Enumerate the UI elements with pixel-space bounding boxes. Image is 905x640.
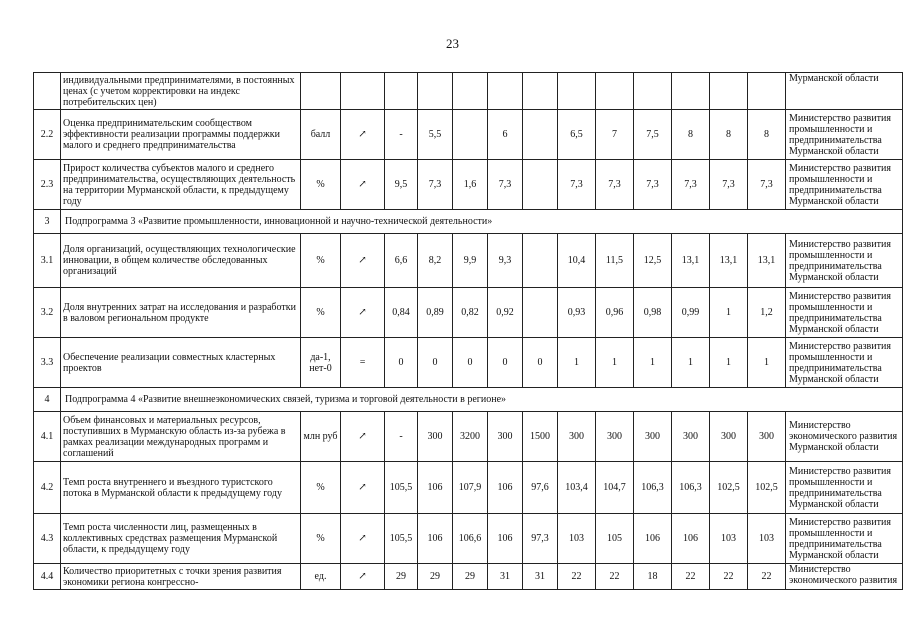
trend-mark: ↗: [341, 412, 385, 462]
value-cell: 1: [748, 338, 786, 388]
trend-mark: =: [341, 338, 385, 388]
responsible-org: Министерство экономического развития Мурманской области: [786, 412, 903, 462]
indicator-name: Темп роста внутреннего и въездного туристского потока в Мурманской области к предыдущему году: [61, 462, 301, 514]
value-cell: 107,9: [453, 462, 488, 514]
value-cell: 300: [558, 412, 596, 462]
value-cell: -: [385, 110, 418, 160]
value-cell: 106,6: [453, 514, 488, 564]
value-cell: [672, 73, 710, 110]
indicator-name: Объем финансовых и материальных ресурсов, поступивших в Мурманскую область из-за рубежа в рамках реализации международных программ и соглашений: [61, 412, 301, 462]
value-cell: 105: [596, 514, 634, 564]
value-cell: [453, 73, 488, 110]
value-cell: 0,96: [596, 288, 634, 338]
value-cell: 8: [672, 110, 710, 160]
value-cell: 0,82: [453, 288, 488, 338]
value-cell: 0,89: [418, 288, 453, 338]
row-number: 3.2: [34, 288, 61, 338]
responsible-org: Мурманской области: [786, 73, 903, 110]
value-cell: 7,3: [748, 160, 786, 210]
value-cell: 22: [710, 564, 748, 590]
value-cell: [523, 234, 558, 288]
section-row: [34, 210, 903, 234]
value-cell: 103,4: [558, 462, 596, 514]
value-cell: 103: [748, 514, 786, 564]
value-cell: 106: [634, 514, 672, 564]
unit: %: [301, 160, 341, 210]
value-cell: 18: [634, 564, 672, 590]
value-cell: 106: [418, 462, 453, 514]
row-number: 3: [34, 210, 61, 234]
value-cell: 1: [596, 338, 634, 388]
value-cell: -: [385, 412, 418, 462]
responsible-org: Министерство развития промышленности и предпринимательства Мурманской области: [786, 338, 903, 388]
value-cell: 0,92: [488, 288, 523, 338]
value-cell: [558, 73, 596, 110]
value-cell: 0,84: [385, 288, 418, 338]
trend-mark: ↗: [341, 234, 385, 288]
value-cell: 13,1: [748, 234, 786, 288]
value-cell: 106: [488, 462, 523, 514]
value-cell: 22: [748, 564, 786, 590]
value-cell: [634, 73, 672, 110]
indicator-name: Обеспечение реализации совместных кластерных проектов: [61, 338, 301, 388]
row-number: 3.1: [34, 234, 61, 288]
unit: %: [301, 288, 341, 338]
value-cell: [523, 288, 558, 338]
indicator-name: индивидуальными предпринимателями, в постоянных ценах (с учетом корректировки на индекс потребительских цен): [61, 73, 301, 110]
responsible-org: Министерство развития промышленности и предпринимательства Мурманской области: [786, 514, 903, 564]
table-row: [34, 110, 903, 160]
value-cell: 8: [710, 110, 748, 160]
value-cell: [596, 73, 634, 110]
value-cell: 1500: [523, 412, 558, 462]
unit: %: [301, 234, 341, 288]
table-row: [34, 160, 903, 210]
value-cell: 105,5: [385, 514, 418, 564]
value-cell: 106: [418, 514, 453, 564]
value-cell: 300: [672, 412, 710, 462]
row-number: 4.3: [34, 514, 61, 564]
indicator-name: Темп роста численности лиц, размещенных в коллективных средствах размещения Мурманской области, к предыдущему году: [61, 514, 301, 564]
unit: %: [301, 514, 341, 564]
row-number: 3.3: [34, 338, 61, 388]
table-row: [34, 288, 903, 338]
value-cell: 7,3: [488, 160, 523, 210]
value-cell: 8,2: [418, 234, 453, 288]
value-cell: 13,1: [710, 234, 748, 288]
value-cell: 300: [596, 412, 634, 462]
table-row: [34, 412, 903, 462]
value-cell: 22: [596, 564, 634, 590]
responsible-org: Министерство развития промышленности и предпринимательства Мурманской области: [786, 288, 903, 338]
value-cell: 300: [710, 412, 748, 462]
value-cell: [385, 73, 418, 110]
indicator-name: Доля организаций, осуществляющих технологические инновации, в общем количестве обследованных организаций: [61, 234, 301, 288]
value-cell: 6,6: [385, 234, 418, 288]
indicators-table: [33, 72, 903, 590]
table-row: [34, 514, 903, 564]
row-number: [34, 73, 61, 110]
value-cell: 102,5: [748, 462, 786, 514]
value-cell: [523, 160, 558, 210]
value-cell: 7,5: [634, 110, 672, 160]
value-cell: 31: [523, 564, 558, 590]
value-cell: 9,5: [385, 160, 418, 210]
value-cell: 3200: [453, 412, 488, 462]
value-cell: [710, 73, 748, 110]
section-title: Подпрограмма 3 «Развитие промышленности, инновационной и научно-технической деятельности»: [61, 210, 903, 234]
value-cell: 106: [672, 514, 710, 564]
value-cell: 300: [634, 412, 672, 462]
value-cell: 1,2: [748, 288, 786, 338]
value-cell: 103: [558, 514, 596, 564]
value-cell: 104,7: [596, 462, 634, 514]
trend-mark: ↗: [341, 110, 385, 160]
value-cell: 0: [385, 338, 418, 388]
value-cell: 300: [748, 412, 786, 462]
trend-mark: ↗: [341, 564, 385, 590]
value-cell: 12,5: [634, 234, 672, 288]
indicator-name: Оценка предпринимательским сообществом эффективности реализации программы поддержки малого и среднего предпринимательства: [61, 110, 301, 160]
table-row: [34, 338, 903, 388]
value-cell: 0: [488, 338, 523, 388]
value-cell: 6,5: [558, 110, 596, 160]
value-cell: [418, 73, 453, 110]
unit: %: [301, 462, 341, 514]
value-cell: 7,3: [596, 160, 634, 210]
value-cell: 29: [418, 564, 453, 590]
value-cell: 97,3: [523, 514, 558, 564]
value-cell: 5,5: [418, 110, 453, 160]
trend-mark: ↗: [341, 462, 385, 514]
value-cell: 22: [558, 564, 596, 590]
indicator-name: Количество приоритетных с точки зрения развития экономики региона конгрессно-: [61, 564, 301, 590]
value-cell: 0,93: [558, 288, 596, 338]
responsible-org: Министерство экономического развития: [786, 564, 903, 590]
value-cell: 29: [385, 564, 418, 590]
responsible-org: Министерство развития промышленности и предпринимательства Мурманской области: [786, 160, 903, 210]
trend-mark: ↗: [341, 160, 385, 210]
value-cell: 300: [488, 412, 523, 462]
row-number: 2.3: [34, 160, 61, 210]
value-cell: 0,98: [634, 288, 672, 338]
value-cell: 106,3: [672, 462, 710, 514]
value-cell: [523, 73, 558, 110]
responsible-org: Министерство развития промышленности и предпринимательства Мурманской области: [786, 462, 903, 514]
responsible-org: Министерство развития промышленности и предпринимательства Мурманской области: [786, 110, 903, 160]
value-cell: 0: [453, 338, 488, 388]
value-cell: 13,1: [672, 234, 710, 288]
value-cell: 1: [634, 338, 672, 388]
unit: балл: [301, 110, 341, 160]
value-cell: 0: [523, 338, 558, 388]
trend-mark: ↗: [341, 288, 385, 338]
value-cell: 102,5: [710, 462, 748, 514]
value-cell: [488, 73, 523, 110]
indicator-name: Прирост количества субъектов малого и среднего предпринимательства, осуществляющих деятельность на территории Мурманской области, к предыдущему году: [61, 160, 301, 210]
table-row: [34, 73, 903, 110]
unit: да-1, нет-0: [301, 338, 341, 388]
value-cell: 97,6: [523, 462, 558, 514]
value-cell: 7,3: [672, 160, 710, 210]
value-cell: 22: [672, 564, 710, 590]
value-cell: 11,5: [596, 234, 634, 288]
responsible-org: Министерство развития промышленности и предпринимательства Мурманской области: [786, 234, 903, 288]
value-cell: 7,3: [558, 160, 596, 210]
value-cell: 8: [748, 110, 786, 160]
value-cell: 31: [488, 564, 523, 590]
value-cell: 9,9: [453, 234, 488, 288]
value-cell: 29: [453, 564, 488, 590]
value-cell: 7,3: [634, 160, 672, 210]
value-cell: 106: [488, 514, 523, 564]
value-cell: 7,3: [710, 160, 748, 210]
value-cell: 105,5: [385, 462, 418, 514]
value-cell: 1: [710, 338, 748, 388]
table-row: [34, 234, 903, 288]
value-cell: 1: [710, 288, 748, 338]
row-number: 4.2: [34, 462, 61, 514]
table-row: [34, 564, 903, 590]
unit: млн руб: [301, 412, 341, 462]
indicator-name: Доля внутренних затрат на исследования и разработки в валовом региональном продукте: [61, 288, 301, 338]
row-number: 4: [34, 388, 61, 412]
value-cell: 1: [672, 338, 710, 388]
value-cell: 6: [488, 110, 523, 160]
value-cell: 0,99: [672, 288, 710, 338]
value-cell: 300: [418, 412, 453, 462]
section-row: [34, 388, 903, 412]
unit: ед.: [301, 564, 341, 590]
trend-mark: ↗: [341, 514, 385, 564]
value-cell: 9,3: [488, 234, 523, 288]
value-cell: 7: [596, 110, 634, 160]
row-number: 2.2: [34, 110, 61, 160]
trend-mark: [341, 73, 385, 110]
value-cell: 0: [418, 338, 453, 388]
value-cell: 103: [710, 514, 748, 564]
value-cell: [453, 110, 488, 160]
value-cell: 7,3: [418, 160, 453, 210]
row-number: 4.4: [34, 564, 61, 590]
row-number: 4.1: [34, 412, 61, 462]
table-row: [34, 462, 903, 514]
value-cell: 1,6: [453, 160, 488, 210]
value-cell: 106,3: [634, 462, 672, 514]
section-title: Подпрограмма 4 «Развитие внешнеэкономических связей, туризма и торговой деятельности в регионе»: [61, 388, 903, 412]
unit: [301, 73, 341, 110]
value-cell: [523, 110, 558, 160]
value-cell: 1: [558, 338, 596, 388]
value-cell: 10,4: [558, 234, 596, 288]
page-number: 23: [446, 36, 459, 51]
value-cell: [748, 73, 786, 110]
